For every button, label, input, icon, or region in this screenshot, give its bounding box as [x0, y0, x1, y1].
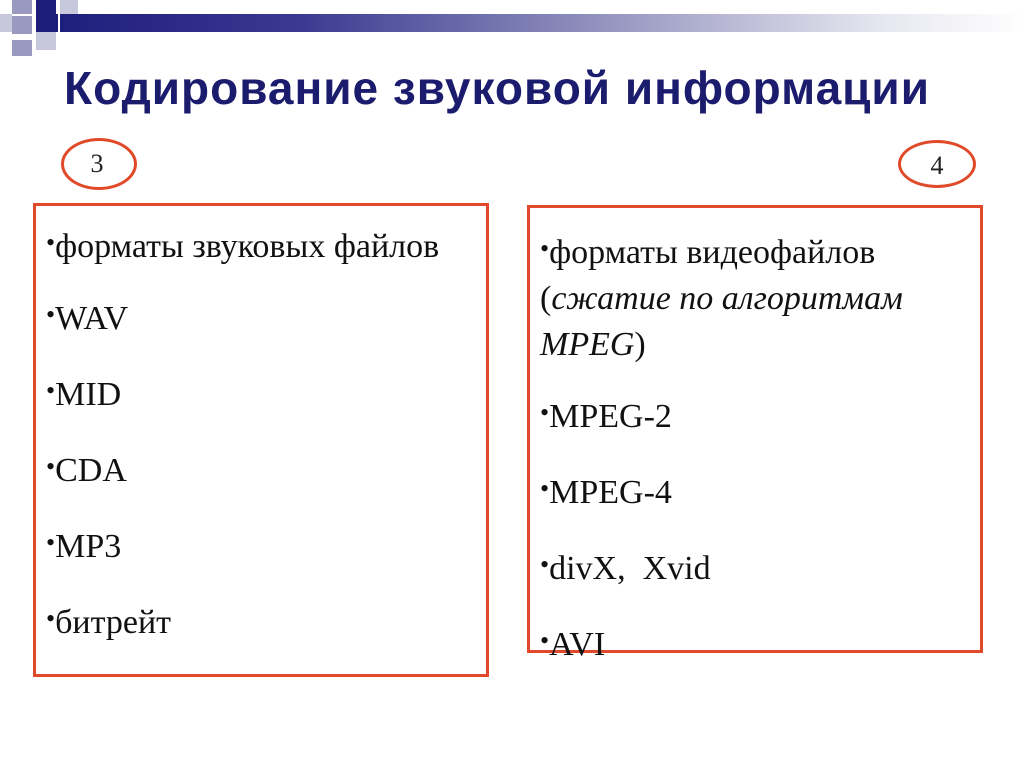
decor-square	[12, 40, 32, 56]
audio-formats-heading	[46, 220, 486, 270]
list-item	[46, 596, 486, 646]
video-formats-heading-text: форматы видеофайлов	[549, 234, 876, 271]
bullet-icon: •	[540, 550, 550, 579]
video-compression-note: сжатие по алгоритмам MPEG	[540, 280, 903, 363]
decor-square	[12, 16, 32, 34]
list-item-text: MPEG-4	[549, 474, 672, 511]
list-item	[540, 618, 980, 668]
bullet-icon: •	[540, 626, 550, 655]
list-item-text: AVI	[549, 626, 606, 663]
slide-marker-4	[898, 140, 976, 188]
list-item-text: MP3	[55, 528, 122, 565]
video-formats-box	[527, 205, 983, 663]
list-item-text: WAV	[55, 300, 129, 337]
decor-square	[36, 14, 58, 32]
bullet-icon: •	[46, 452, 56, 481]
list-item	[46, 292, 486, 342]
audio-formats-heading-text: форматы звуковых файлов	[55, 228, 440, 265]
list-item	[46, 444, 486, 494]
list-item	[46, 368, 486, 418]
slide-marker-4-label: 4	[930, 151, 944, 180]
slide-marker-3-label: 3	[90, 149, 104, 178]
bullet-icon: •	[46, 228, 56, 257]
list-item-text: CDA	[55, 452, 127, 489]
note-close-paren: )	[634, 326, 646, 363]
bullet-icon: •	[540, 474, 550, 503]
decor-square	[36, 0, 56, 14]
decor-square	[36, 32, 56, 50]
bullet-icon: •	[540, 398, 550, 427]
video-formats-heading	[540, 226, 980, 368]
bullet-icon: •	[540, 234, 550, 263]
list-item-text: divX, Xvid	[549, 550, 711, 587]
bullet-icon: •	[46, 376, 56, 405]
list-item	[540, 466, 980, 516]
list-item	[540, 390, 980, 440]
decor-square	[0, 14, 12, 32]
list-item-text: MID	[55, 376, 122, 413]
list-item	[46, 520, 486, 570]
list-item-text: MPEG-2	[549, 398, 672, 435]
bullet-icon: •	[46, 300, 56, 329]
bullet-icon: •	[46, 604, 56, 633]
top-gradient-bar	[60, 14, 1024, 32]
decor-square	[12, 0, 32, 14]
slide-marker-3	[61, 138, 137, 190]
slide-title: Кодирование звуковой информации	[64, 62, 930, 114]
list-item-text: битрейт	[55, 604, 172, 641]
decor-square	[60, 0, 78, 14]
bullet-icon: •	[46, 528, 56, 557]
audio-formats-box	[33, 203, 489, 677]
list-item	[540, 542, 980, 592]
note-open-paren: (	[540, 280, 552, 317]
